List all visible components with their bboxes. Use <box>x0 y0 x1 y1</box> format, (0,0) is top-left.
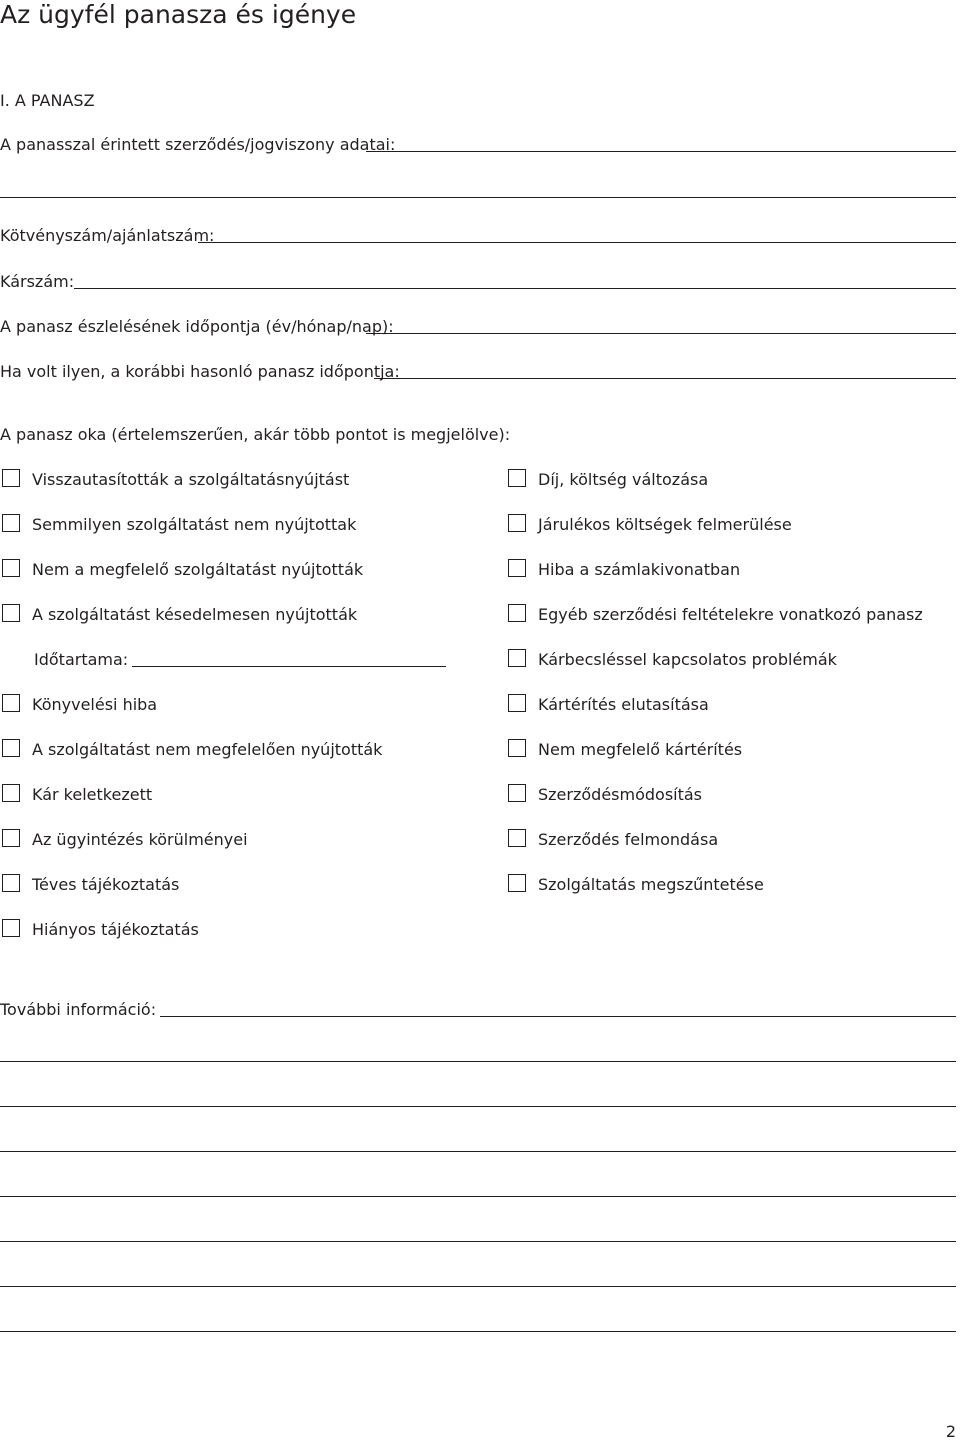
reasons-heading: A panasz oka (értelemszerűen, akár több pontot is megjelölve): <box>0 425 511 444</box>
option-label: A szolgáltatást nem megfelelően nyújtották <box>32 740 383 759</box>
checkbox-handling-circumstances[interactable] <box>2 829 20 847</box>
page-number: 2 <box>945 1422 956 1441</box>
further-info-input-line[interactable] <box>0 1196 956 1197</box>
page-title: Az ügyfél panasza és igénye <box>0 0 357 29</box>
checkbox-refused-service[interactable] <box>2 469 20 487</box>
checkbox-incomplete-information[interactable] <box>2 919 20 937</box>
further-info-label: További információ: <box>0 1000 157 1019</box>
option-label: Nem a megfelelő szolgáltatást nyújtották <box>32 560 364 579</box>
option-label: Szerződés felmondása <box>538 830 719 849</box>
policy-number-label: Kötvényszám/ajánlatszám: <box>0 226 215 245</box>
checkbox-improper-service[interactable] <box>2 739 20 757</box>
checkbox-statement-error[interactable] <box>508 559 526 577</box>
option-label: Kár keletkezett <box>32 785 153 804</box>
section-heading: I. A PANASZ <box>0 91 95 110</box>
checkbox-wrong-service[interactable] <box>2 559 20 577</box>
option-label: Hiba a számlakivonatban <box>538 560 741 579</box>
option-label: Az ügyintézés körülményei <box>32 830 248 849</box>
checkbox-damage-assessment[interactable] <box>508 649 526 667</box>
checkbox-contract-termination[interactable] <box>508 829 526 847</box>
further-info-input-line[interactable] <box>0 1151 956 1152</box>
option-label: Nem megfelelő kártérítés <box>538 740 743 759</box>
checkbox-accounting-error[interactable] <box>2 694 20 712</box>
checkbox-wrong-information[interactable] <box>2 874 20 892</box>
contract-label: A panasszal érintett szerződés/jogviszony adatai: <box>0 135 396 154</box>
previous-complaint-date-label: Ha volt ilyen, a korábbi hasonló panasz időpontja: <box>0 362 400 381</box>
checkbox-damage-occurred[interactable] <box>2 784 20 802</box>
option-label: Járulékos költségek felmerülése <box>538 515 792 534</box>
contract-input-line[interactable] <box>366 151 956 152</box>
option-label: Szolgáltatás megszűntetése <box>538 875 764 894</box>
policy-number-input-line[interactable] <box>198 242 956 243</box>
option-label: Téves tájékoztatás <box>32 875 180 894</box>
further-info-input-line[interactable] <box>0 1106 956 1107</box>
option-label: Könyvelési hiba <box>32 695 158 714</box>
option-label: Szerződésmódosítás <box>538 785 703 804</box>
further-info-input-line[interactable] <box>0 1241 956 1242</box>
checkbox-no-service[interactable] <box>2 514 20 532</box>
further-info-input-line[interactable] <box>0 1331 956 1332</box>
detection-date-label: A panasz észlelésének időpontja (év/hónap/nap): <box>0 317 394 336</box>
further-info-input-line[interactable] <box>0 1286 956 1287</box>
duration-input-line[interactable] <box>132 666 446 667</box>
checkbox-late-service[interactable] <box>2 604 20 622</box>
previous-complaint-date-input-line[interactable] <box>374 378 956 379</box>
option-label: Semmilyen szolgáltatást nem nyújtottak <box>32 515 357 534</box>
checkbox-other-contract-terms[interactable] <box>508 604 526 622</box>
checkbox-fee-change[interactable] <box>508 469 526 487</box>
option-label: A szolgáltatást késedelmesen nyújtották <box>32 605 358 624</box>
claim-number-input-line[interactable] <box>74 288 956 289</box>
option-label: Egyéb szerződési feltételekre vonatkozó panasz <box>538 605 923 624</box>
checkbox-compensation-refused[interactable] <box>508 694 526 712</box>
option-label: Kártérítés elutasítása <box>538 695 709 714</box>
checkbox-improper-compensation[interactable] <box>508 739 526 757</box>
further-info-input-line[interactable] <box>0 1061 956 1062</box>
option-label: Visszautasították a szolgáltatásnyújtást <box>32 470 350 489</box>
option-label: Hiányos tájékoztatás <box>32 920 199 939</box>
contract-input-line-2[interactable] <box>0 197 956 198</box>
checkbox-contract-modification[interactable] <box>508 784 526 802</box>
further-info-input-line[interactable] <box>160 1016 956 1017</box>
option-label: Díj, költség változása <box>538 470 709 489</box>
detection-date-input-line[interactable] <box>366 333 956 334</box>
claim-number-label: Kárszám: <box>0 272 75 291</box>
duration-label: Időtartama: <box>34 650 129 669</box>
checkbox-additional-costs[interactable] <box>508 514 526 532</box>
checkbox-service-cancellation[interactable] <box>508 874 526 892</box>
option-label: Kárbecsléssel kapcsolatos problémák <box>538 650 837 669</box>
